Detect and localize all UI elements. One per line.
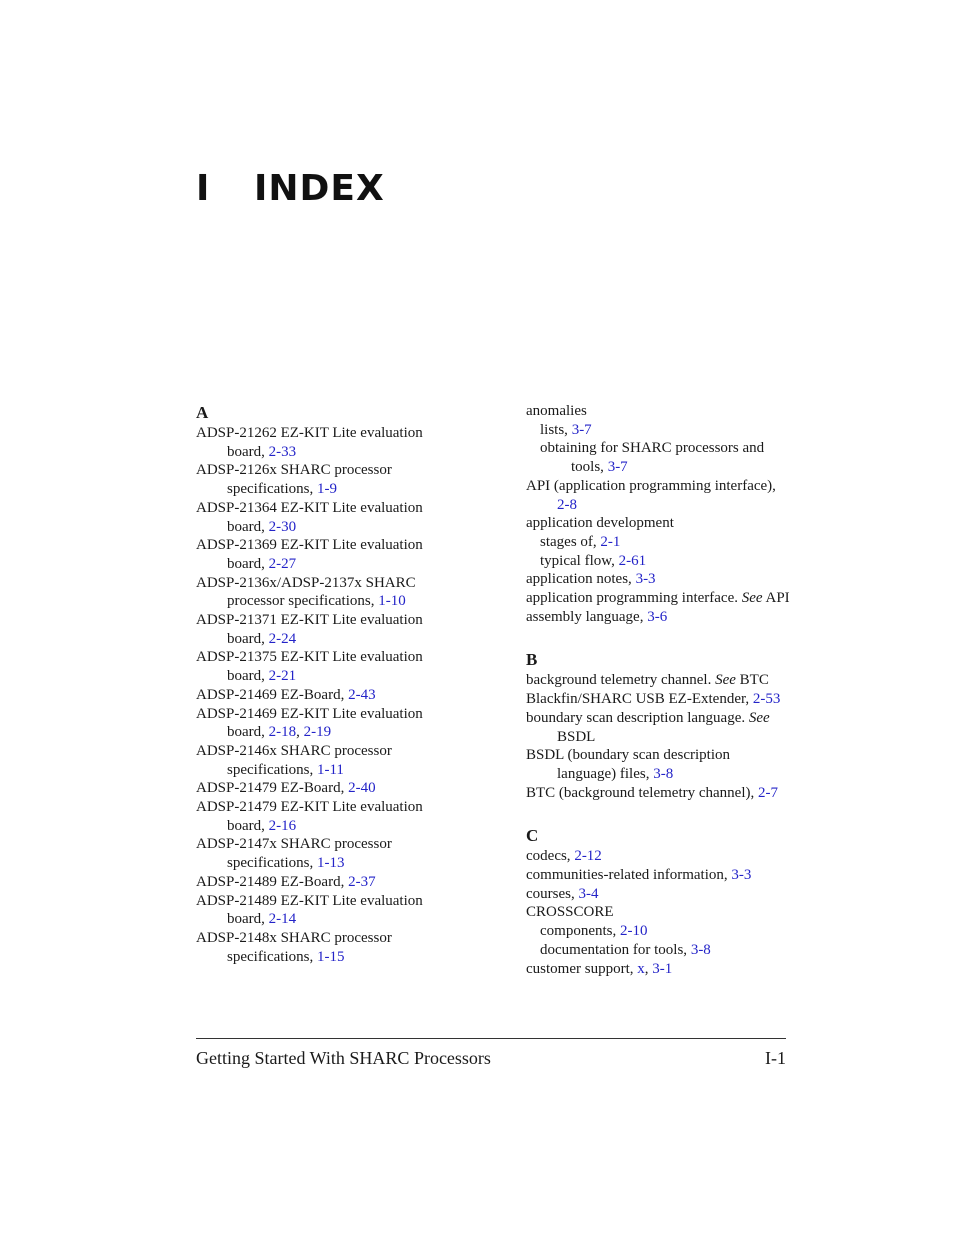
page-reference-link[interactable]: 2-37: [348, 873, 376, 890]
index-entry: [196, 873, 496, 892]
index-entry: [526, 885, 796, 904]
page-reference-link[interactable]: 3-6: [647, 608, 668, 625]
entry-text: ADSP-2136x/ADSP-2137x SHARC: [196, 574, 416, 591]
page-reference-link[interactable]: 2-53: [752, 691, 781, 708]
index-entry: [526, 589, 796, 608]
entry-text: documentation for tools,: [540, 941, 691, 958]
entry-text: specifications,: [227, 481, 317, 498]
entry-text: ,: [296, 724, 304, 741]
page-reference-link[interactable]: 1-13: [316, 855, 345, 872]
entry-text: obtaining for SHARC processors and: [540, 440, 765, 457]
page-reference-link[interactable]: 2-10: [620, 923, 648, 940]
entry-text: ADSP-2146x SHARC processor: [196, 742, 392, 759]
page-reference-link[interactable]: 1-9: [316, 481, 337, 498]
page-reference-link[interactable]: 3-7: [607, 459, 628, 476]
page-reference-link[interactable]: 2-19: [303, 724, 332, 741]
entry-text: ADSP-21364 EZ-KIT Lite evaluation: [196, 499, 423, 516]
page-reference-link[interactable]: 3-3: [731, 867, 752, 884]
index-section-letter: A: [196, 403, 209, 422]
entry-text: board,: [227, 724, 269, 741]
index-section-letter: C: [526, 826, 539, 846]
entry-text: application development: [526, 515, 674, 532]
page-reference-link[interactable]: x: [637, 960, 645, 977]
entry-text: ADSP-2148x SHARC processor: [196, 929, 392, 946]
index-entry: [196, 929, 496, 966]
entry-text: ,: [644, 960, 653, 977]
index-entry: [196, 574, 496, 611]
entry-text: ADSP-21489 EZ-Board,: [196, 873, 349, 890]
footer-page-number: I-1: [765, 1048, 786, 1068]
index-entry: [526, 960, 796, 979]
see-reference-label: See: [748, 709, 770, 726]
entry-text: tools,: [571, 459, 608, 476]
index-entry: [526, 690, 796, 709]
index-entry: [526, 784, 796, 803]
chapter-number: I: [196, 168, 211, 209]
index-subentry: [526, 552, 796, 571]
page-reference-link[interactable]: 3-4: [578, 885, 599, 902]
index-entry: [526, 570, 796, 589]
entry-text: communities-related information,: [526, 867, 732, 884]
page-reference-link[interactable]: 1-11: [316, 761, 344, 778]
index-entry: [196, 705, 496, 742]
entry-text: specifications,: [227, 855, 317, 872]
entry-text: BTC (background telemetry channel),: [526, 784, 759, 801]
page-title: [196, 168, 385, 209]
page-reference-link[interactable]: 1-10: [378, 593, 406, 610]
footer-book-title: Getting Started With SHARC Processors: [196, 1048, 491, 1068]
entry-text: ADSP-21375 EZ-KIT Lite evaluation: [196, 649, 423, 666]
entry-text: BSDL (boundary scan description: [526, 747, 730, 764]
index-subentry: [526, 533, 796, 552]
page-reference-link[interactable]: 3-3: [635, 571, 656, 588]
page-reference-link[interactable]: 2-18: [268, 724, 297, 741]
index-entry: [526, 514, 796, 533]
entry-text: specifications,: [227, 761, 317, 778]
entry-text: courses,: [526, 885, 579, 902]
page-reference-link[interactable]: 2-33: [268, 443, 297, 460]
see-reference-label: See: [715, 672, 736, 689]
index-entry: [196, 611, 496, 648]
entry-text: board,: [227, 518, 269, 535]
entry-text: ADSP-21469 EZ-Board,: [196, 686, 349, 703]
index-entry: [526, 746, 796, 783]
entry-text: ADSP-21489 EZ-KIT Lite evaluation: [196, 892, 423, 909]
index-entry: [526, 903, 796, 922]
index-subentry: [526, 941, 796, 960]
index-entry: [196, 424, 496, 461]
entry-text: stages of,: [540, 533, 601, 550]
index-entry: [196, 648, 496, 685]
entry-text: board,: [227, 817, 269, 834]
entry-text: anomalies: [526, 403, 587, 419]
entry-text: boundary scan description language.: [526, 709, 749, 726]
entry-text: lists,: [540, 421, 572, 438]
entry-text: BTC: [735, 672, 769, 689]
entry-text: assembly language,: [526, 608, 648, 625]
page-reference-link[interactable]: 2-27: [268, 555, 297, 572]
page-reference-link[interactable]: 3-8: [690, 941, 711, 958]
page-reference-link[interactable]: 2-61: [618, 552, 647, 569]
page-reference-link[interactable]: 2-14: [268, 911, 297, 928]
entry-text: board,: [227, 911, 269, 928]
entry-text: typical flow,: [540, 552, 619, 569]
entry-text: board,: [227, 668, 269, 685]
index-subentry: [526, 439, 796, 476]
index-entry: [196, 499, 496, 536]
page-reference-link[interactable]: 2-12: [574, 848, 602, 865]
footer-divider: [196, 1038, 786, 1039]
entry-text: API: [762, 590, 790, 607]
entry-text: BSDL: [557, 728, 596, 745]
page-reference-link[interactable]: 2-7: [758, 784, 779, 801]
page-reference-link[interactable]: 2-16: [268, 817, 297, 834]
entry-text: ADSP-21469 EZ-KIT Lite evaluation: [196, 705, 423, 722]
entry-text: ADSP-2126x SHARC processor: [196, 462, 392, 479]
index-entry: [526, 709, 796, 746]
entry-text: board,: [227, 555, 269, 572]
page-reference-link[interactable]: 3-1: [652, 960, 673, 977]
entry-text: customer support,: [526, 960, 638, 977]
entry-text: application notes,: [526, 571, 636, 588]
index-entry: [526, 402, 796, 421]
index-entry: [526, 477, 796, 514]
index-entry: [196, 742, 496, 779]
entry-text: Blackfin/SHARC USB EZ-Extender,: [526, 691, 753, 708]
entry-text: board,: [227, 443, 269, 460]
index-entry: [526, 671, 796, 690]
index-entry: [526, 847, 796, 866]
entry-text: ADSP-2147x SHARC processor: [196, 836, 392, 853]
index-subentry: [526, 922, 796, 941]
entry-text: components,: [540, 923, 620, 940]
index-entry: [196, 835, 496, 872]
page-reference-link[interactable]: 2-24: [268, 630, 297, 647]
entry-text: language) files,: [557, 765, 654, 782]
page-reference-link[interactable]: 1-15: [316, 948, 345, 965]
page-reference-link[interactable]: 3-8: [653, 765, 674, 782]
entry-text: ADSP-21369 EZ-KIT Lite evaluation: [196, 537, 423, 554]
entry-text: ADSP-21479 EZ-KIT Lite evaluation: [196, 799, 423, 816]
index-entry: [196, 461, 496, 498]
index-subentry: [526, 421, 796, 440]
entry-text: ADSP-21479 EZ-Board,: [196, 780, 349, 797]
index-entry: [196, 779, 496, 798]
index-entry: [196, 686, 496, 705]
entry-text: board,: [227, 630, 269, 647]
entry-text: API (application programming interface),: [526, 477, 776, 494]
page-reference-link[interactable]: 2-43: [348, 686, 376, 703]
page-reference-link[interactable]: 2-1: [600, 533, 621, 550]
index-column-left: [196, 402, 496, 966]
index-entry: [196, 536, 496, 573]
page-reference-link[interactable]: 3-7: [571, 421, 592, 438]
page-reference-link[interactable]: 2-30: [268, 518, 297, 535]
entry-text: CROSSCORE: [526, 904, 614, 921]
entry-text: specifications,: [227, 948, 317, 965]
index-column-right: [526, 402, 796, 978]
index-entry: [526, 866, 796, 885]
index-entry: [526, 608, 796, 627]
index-section-letter: B: [526, 650, 538, 670]
entry-text: background telemetry channel.: [526, 672, 716, 689]
index-entry: [196, 892, 496, 929]
entry-text: codecs,: [526, 848, 575, 865]
entry-text: ADSP-21371 EZ-KIT Lite evaluation: [196, 612, 423, 629]
see-reference-label: See: [741, 590, 763, 607]
entry-text: application programming interface.: [526, 590, 742, 607]
chapter-title: INDEX: [254, 168, 385, 209]
entry-text: processor specifications,: [227, 593, 379, 610]
page-reference-link[interactable]: 2-40: [348, 780, 376, 797]
page-reference-link[interactable]: 2-21: [268, 668, 297, 685]
entry-text: ADSP-21262 EZ-KIT Lite evaluation: [196, 425, 423, 441]
page-reference-link[interactable]: 2-8: [557, 496, 577, 513]
index-entry: [196, 798, 496, 835]
